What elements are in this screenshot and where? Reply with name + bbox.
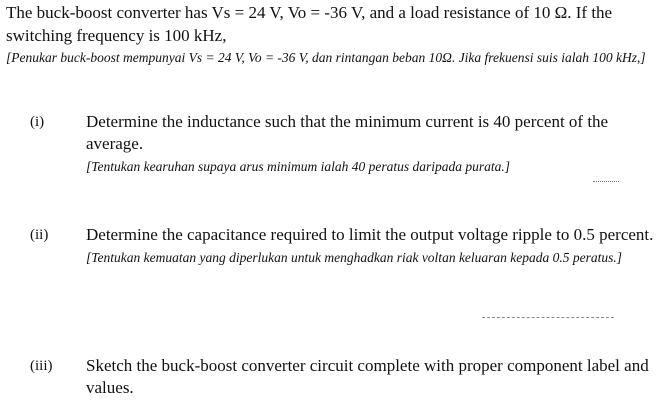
- scan-artifact: [482, 317, 614, 321]
- question-text-malay: [Tentukan kemuatan yang diperlukan untuk menghadkan riak voltan keluaran kepada 0.5 peratus.]: [86, 250, 623, 265]
- question-body: [86, 355, 656, 399]
- question-text-english: Determine the inductance such that the minimum current is 40 percent of the average.: [86, 112, 609, 153]
- question-text-english: Sketch the buck-boost converter circuit complete with proper component label and values.: [86, 356, 649, 397]
- intro-text-english: The buck-boost converter has Vs = 24 V, Vo = -36 V, and a load resistance of 10 Ω. If the switching frequency is 100 kHz,: [6, 3, 613, 45]
- intro-text-malay: [Penukar buck-boost mempunyai Vs = 24 V, Vo = -36 V, dan rintangan beban 10Ω. Jika frekuensi suis ialah 100 kHz,]: [6, 50, 646, 65]
- question-body: [86, 111, 656, 176]
- question-number: (ii): [30, 227, 49, 243]
- question-body: [86, 224, 656, 267]
- question-text-malay: [Tentukan kearuhan supaya arus minimum ialah 40 peratus daripada purata.]: [86, 159, 511, 174]
- question-number: (i): [30, 114, 45, 130]
- question-text-english: Determine the capacitance required to limit the output voltage ripple to 0.5 percent.: [86, 225, 654, 244]
- scan-artifact: [593, 181, 619, 185]
- question-number: (iii): [30, 358, 53, 374]
